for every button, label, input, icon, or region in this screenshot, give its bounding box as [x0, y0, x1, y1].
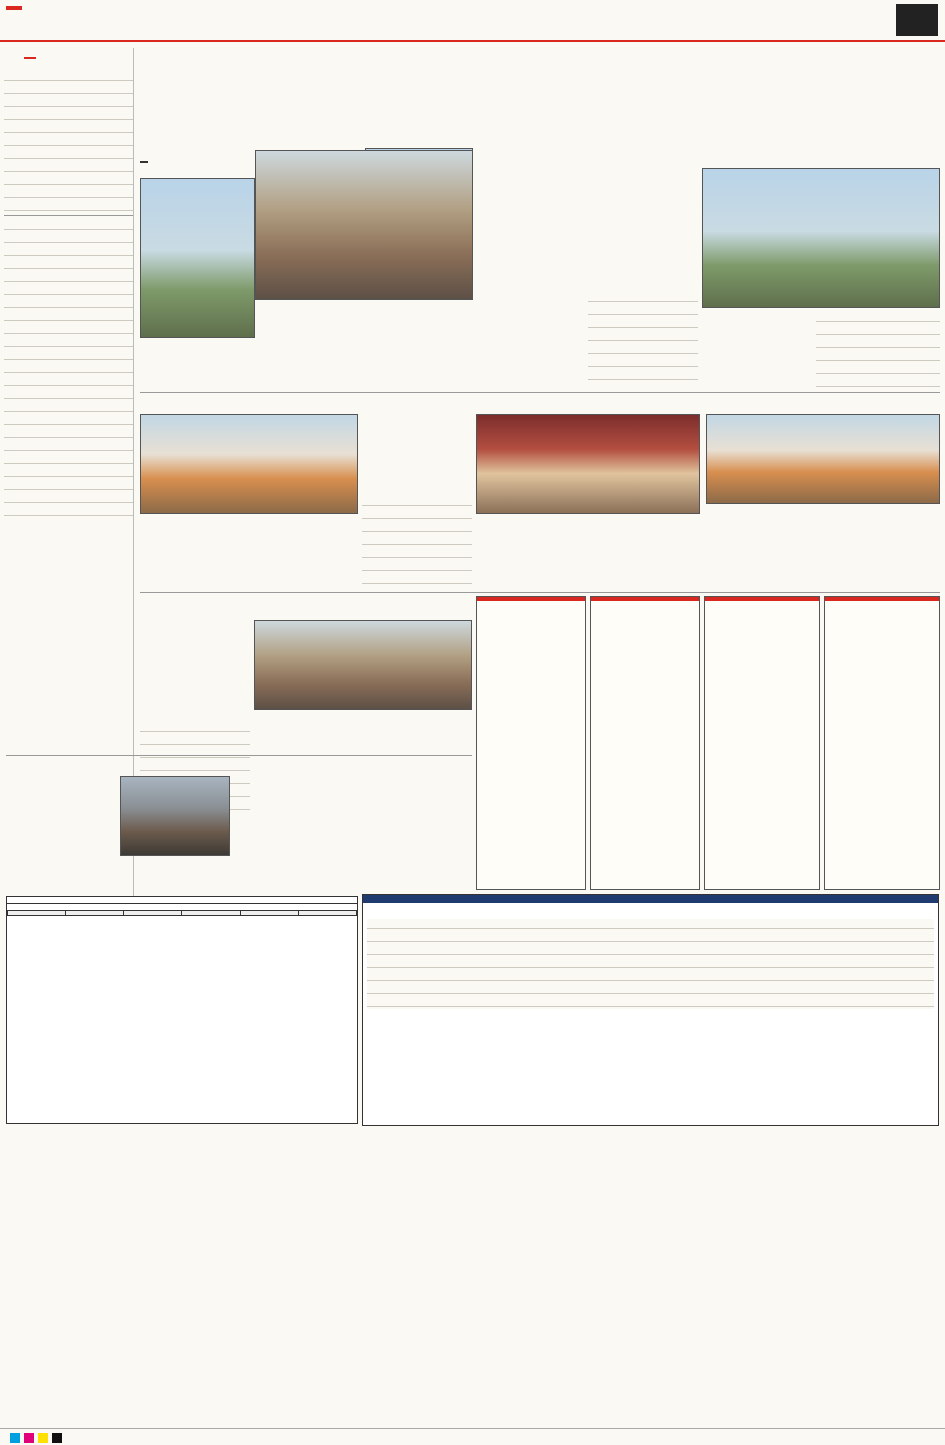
fair-photo — [120, 776, 230, 856]
black-swatch — [52, 1433, 62, 1443]
mits-continuation — [816, 312, 940, 387]
fair-body — [6, 776, 116, 888]
lead-body-col3 — [260, 302, 473, 387]
marriage-conference-story — [362, 814, 470, 854]
divider — [140, 592, 940, 593]
tender-col-header — [182, 911, 240, 916]
delhi-public-body — [140, 518, 248, 588]
sanitation-photo — [254, 620, 472, 710]
mits-caption — [702, 312, 812, 387]
tender-col-header — [66, 911, 124, 916]
sankranti-students-photo — [706, 414, 940, 504]
tender-notice — [6, 896, 358, 1124]
brief-text-continuation-1 — [4, 71, 133, 211]
tender-col-header — [8, 911, 66, 916]
mits-photo — [702, 168, 940, 308]
delhi-public-body2 — [252, 518, 358, 588]
lead-photo-main — [255, 150, 473, 300]
fair-body3 — [120, 858, 230, 888]
divider — [140, 392, 940, 393]
bank-auction-notice — [362, 894, 939, 1126]
jiwaji-photo — [476, 414, 700, 514]
jiwaji-continuation — [362, 496, 472, 588]
sanitation-body3 — [368, 712, 472, 812]
sanitation-body — [140, 620, 250, 720]
notice-box — [476, 596, 586, 890]
jiwaji-body — [362, 414, 472, 494]
tender-title — [7, 897, 357, 904]
notice-box — [824, 596, 940, 890]
cyan-swatch — [10, 1433, 20, 1443]
jiwaji-caption1 — [476, 518, 586, 588]
tender-col-header — [240, 911, 298, 916]
women-cricket-body — [478, 262, 583, 332]
tender-col-header — [298, 911, 356, 916]
masthead — [0, 0, 945, 42]
print-color-strip — [0, 1428, 945, 1445]
divider — [6, 755, 472, 756]
brand-logo — [6, 6, 22, 10]
news-brief-tag — [24, 57, 36, 59]
mits-body-continuation — [588, 292, 698, 387]
bank-fine-print — [367, 919, 934, 1009]
marriage-body — [362, 814, 470, 854]
winners-body — [478, 148, 583, 258]
lead-photo-small — [140, 178, 255, 338]
delhi-public-photo — [140, 414, 358, 514]
sankranti-students-body — [706, 508, 818, 588]
notice-box — [704, 596, 820, 890]
lead-byline — [140, 161, 148, 163]
mits-body — [588, 168, 698, 288]
yellow-swatch — [38, 1433, 48, 1443]
fair-body2 — [234, 776, 358, 888]
brief-text-continuation-2 — [4, 220, 133, 520]
winners-story — [478, 148, 583, 332]
jiwaji-caption2 — [590, 518, 700, 588]
tender-header-row — [8, 911, 357, 916]
sankranti-students-body2 — [822, 508, 940, 588]
tender-col-header — [124, 911, 182, 916]
magenta-swatch — [24, 1433, 34, 1443]
notice-box — [590, 596, 700, 890]
page-number — [896, 4, 938, 36]
lead-body-col2 — [140, 345, 255, 387]
